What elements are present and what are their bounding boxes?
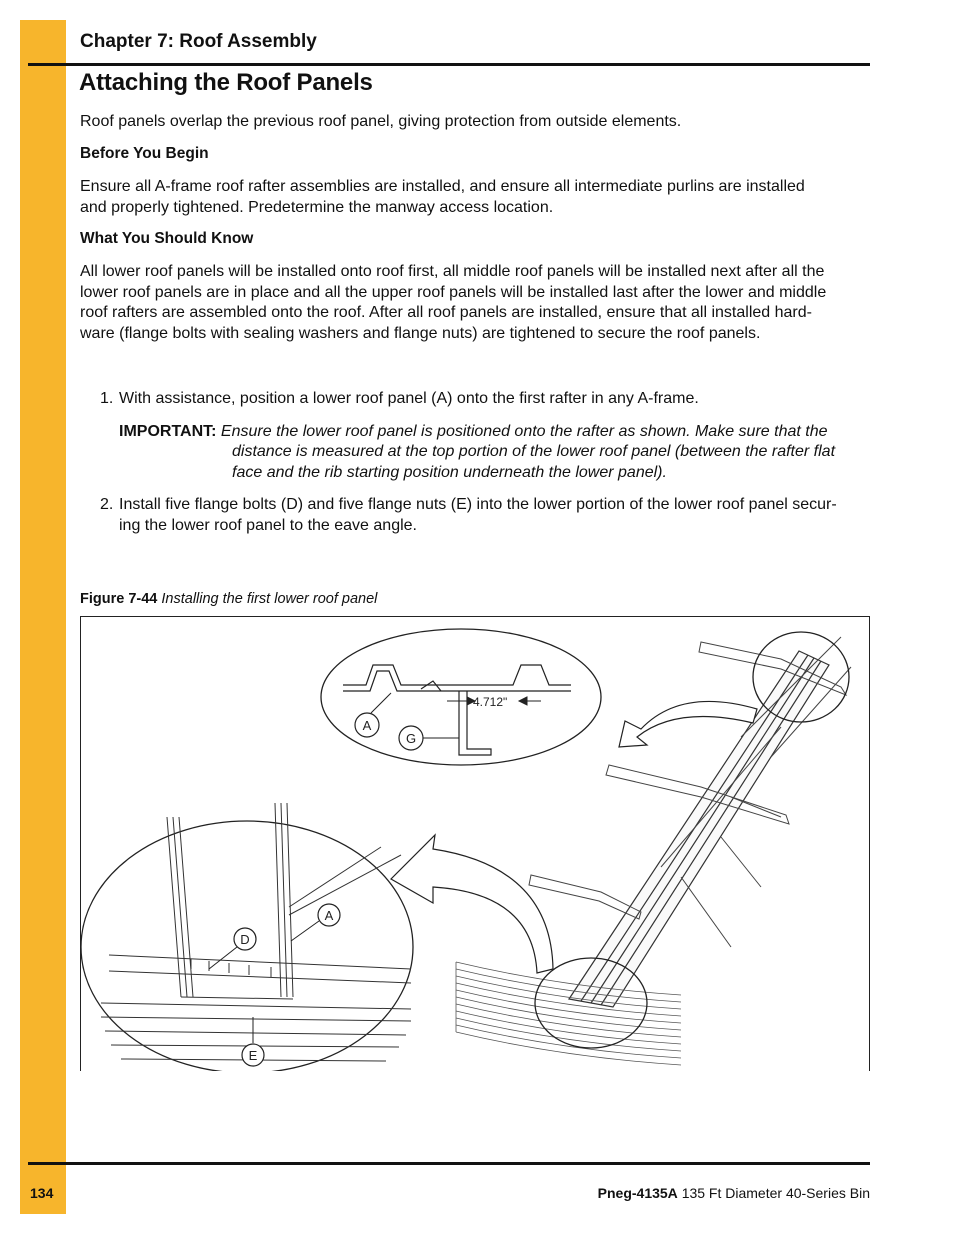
intro-paragraph: Roof panels overlap the previous roof panel, giving protection from outside elements. — [80, 113, 682, 130]
figure-number: Figure 7-44 — [80, 591, 158, 607]
step-text-line: Install five flange bolts (D) and five flange nuts (E) into the lower portion of the lower roof panel secur- — [119, 496, 837, 513]
chapter-color-bar — [20, 20, 66, 1214]
document-title — [598, 1185, 870, 1201]
step-number: 2. — [100, 496, 114, 513]
callout-label: E — [248, 1048, 258, 1063]
before-you-begin-paragraph — [80, 177, 870, 218]
step-2 — [100, 495, 872, 536]
text-line: All lower roof panels will be installed onto roof first, all middle roof panels will be installed next after all the — [80, 263, 825, 280]
step-text-line: ing the lower roof panel to the eave angle. — [119, 516, 417, 534]
step-1 — [100, 389, 872, 410]
page-number: 134 — [30, 1185, 54, 1201]
chapter-heading: Chapter 7: Roof Assembly — [80, 31, 317, 52]
callout-label: D — [240, 932, 250, 947]
roof-panel-illustration — [81, 617, 869, 1071]
page-title: Attaching the Roof Panels — [79, 69, 373, 96]
important-note-continuation — [232, 442, 872, 483]
document-name: 135 Ft Diameter 40-Series Bin — [681, 1185, 870, 1201]
step-number: 1. — [100, 390, 114, 407]
figure-caption — [80, 591, 377, 607]
header-rule — [28, 63, 870, 66]
callout-label: A — [324, 908, 334, 923]
what-you-should-know-heading: What You Should Know — [80, 230, 254, 247]
important-text: Ensure the lower roof panel is positioned onto the rafter as shown. Make sure that the — [220, 423, 828, 440]
document-id: Pneg-4135A — [597, 1185, 678, 1201]
step-text: With assistance, position a lower roof panel (A) onto the first rafter in any A-frame. — [119, 390, 699, 407]
text-line: roof rafters are assembled onto the roof. After all roof panels are installed, ensure that all installed hard- — [80, 304, 812, 321]
important-label: IMPORTANT: — [119, 423, 217, 440]
roof-panels — [456, 962, 681, 1065]
what-you-should-know-paragraph — [80, 262, 870, 344]
callout-label: A — [362, 718, 372, 733]
figure-roof-panel-installation — [80, 616, 870, 1071]
important-note — [119, 422, 871, 443]
text-line: and properly tightened. Predetermine the manway access location. — [80, 198, 554, 216]
top-detail-arrow — [619, 701, 757, 747]
footer-rule — [28, 1162, 870, 1165]
before-you-begin-heading: Before You Begin — [80, 145, 209, 162]
top-detail-ellipse — [321, 629, 601, 765]
text-line: ware (flange bolts with sealing washers and flange nuts) are tightened to secure the roof panels. — [80, 324, 761, 342]
dimension-label: 4.712" — [473, 695, 508, 709]
figure-caption-text: Installing the first lower roof panel — [161, 591, 378, 607]
bottom-detail-arrow — [391, 835, 553, 973]
text-line: Ensure all A-frame roof rafter assemblies are installed, and ensure all intermediate purlins are installed — [80, 178, 805, 195]
callout-label: G — [405, 731, 417, 746]
text-line: face and the rib starting position underneath the lower panel). — [232, 463, 667, 481]
text-line: distance is measured at the top portion of the lower roof panel (between the rafter flat — [232, 443, 836, 460]
text-line: lower roof panels are in place and all the upper roof panels will be installed last after the lower and middle — [80, 283, 827, 301]
